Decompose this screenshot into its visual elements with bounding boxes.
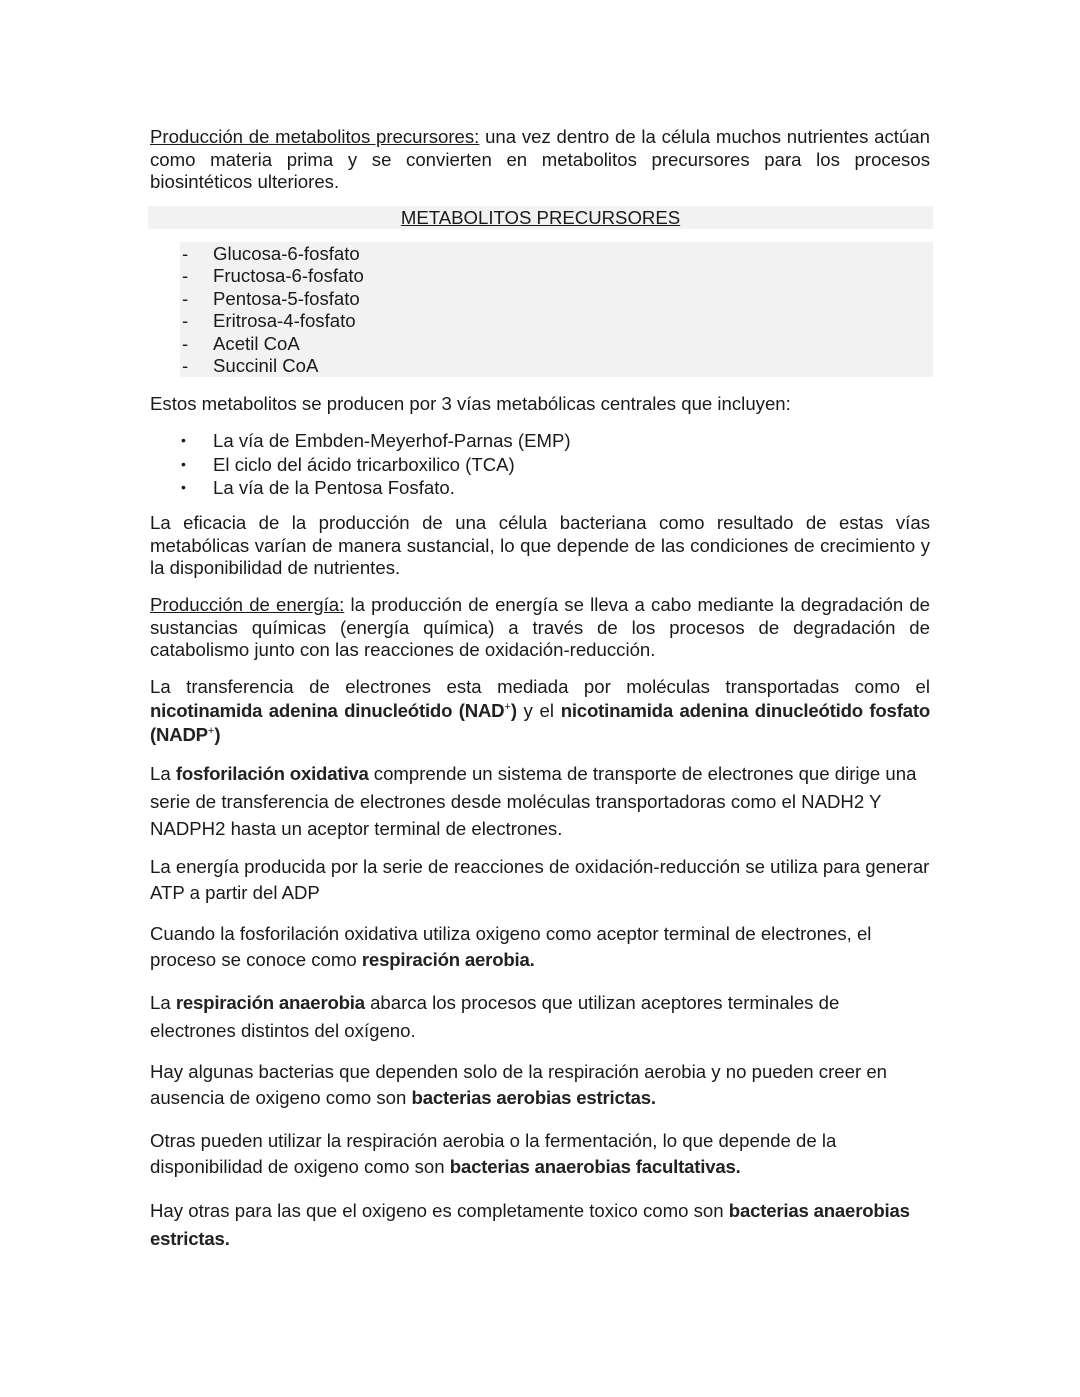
paragraph-fosforilacion [150,760,930,843]
via-label: La vía de la Pentosa Fosfato. [213,477,455,498]
dash-marker: - [182,287,189,309]
dash-marker: - [182,355,189,377]
text-run: La [150,992,176,1013]
bold-term: bacterias aerobias estrictas. [411,1087,656,1108]
text-run: Cuando la fosforilación oxidativa utiliza oxigeno como aceptor terminal de electrones, el proceso se conoce como [150,923,872,970]
text-run: La eficacia de la producción de una célula bacteriana como resultado de estas vías metabólicas varían de manera sustancial, lo que depende de las condiciones de crecimiento y la disponibilidad de nutrientes. [150,512,930,579]
bold-term: ) [214,723,221,745]
text-run: Hay otras para las que el oxigeno es completamente toxico como son [150,1200,729,1221]
metabolito-label: Pentosa-5-fosfato [213,287,360,309]
dash-marker: - [182,265,189,287]
metabolito-label: Succinil CoA [213,355,319,377]
text-run: Estos metabolitos se producen por 3 vías metabólicas centrales que incluyen: [150,393,791,414]
bold-term: fosforilación oxidativa [175,763,369,784]
via-label: El ciclo del ácido tricarboxilico (TCA) [213,453,515,475]
list-item [150,453,930,477]
text-run: abarca los procesos que utilizan aceptores terminales de electrones distintos del oxígeno. [150,992,840,1041]
dash-marker: - [182,310,189,332]
superscript: + [504,700,511,713]
paragraph-eficacia [150,512,930,580]
bold-term: nicotinamida adenina dinucleótido fosfato (NADP [150,699,930,745]
paragraph-aerobias-estrictas [150,1059,930,1111]
paragraph-metabolitos-precursores [150,126,930,194]
dash-marker: - [182,243,189,264]
metabolito-label: Fructosa-6-fosfato [213,265,364,287]
vias-list [150,429,930,500]
table-heading-band [148,206,933,229]
list-item [180,243,933,265]
text-run: Otras pueden utilizar la respiración aerobia o la fermentación, lo que depende de la disponibilidad de oxigeno como son [150,1130,837,1177]
paragraph-transferencia [150,675,930,746]
list-item [180,265,933,287]
metabolitos-list [180,242,933,377]
section-title: Producción de energía: [150,594,345,615]
text-run: La transferencia de electrones esta mediada por moléculas transportadas como el [150,676,930,697]
text-run: Hay algunas bacterias que dependen solo de la respiración aerobia y no pueden creer en ausencia de oxigeno como son [150,1061,888,1108]
section-title: Producción de metabolitos precursores: [150,126,480,147]
bold-term: nicotinamida adenina dinucleótido (NAD [150,699,505,721]
via-label: La vía de Embden-Meyerhof-Parnas (EMP) [213,430,571,451]
list-item [180,288,933,310]
list-item [180,310,933,332]
bold-term: ) [510,699,517,721]
bullet-icon: • [181,432,186,448]
bold-term: respiración aerobia. [361,949,535,970]
metabolito-label: Acetil CoA [213,332,300,354]
list-item [180,333,933,355]
paragraph-anaerobias-estrictas [150,1197,930,1253]
bold-term: respiración anaerobia [175,992,365,1013]
bullet-icon: • [181,479,186,495]
metabolitos-list-box [180,242,933,377]
text-run: la producción de energía se lleva a cabo mediante la degradación de sustancias químicas (energía química) a través de los procesos de degradación de catabolismo junto con las reacciones de oxidación-reducción. [150,594,931,661]
list-item [150,476,930,500]
bullet-icon: • [181,455,186,472]
list-item [180,355,933,377]
text-run: La energía producida por la serie de reacciones de oxidación-reducción se utiliza para generar ATP a partir del ADP [150,856,930,903]
bold-term: bacterias anaerobias facultativas. [449,1156,741,1177]
bold-term: bacterias anaerobias estrictas. [150,1200,910,1249]
paragraph-respiracion-anaerobia [150,989,930,1045]
metabolito-label: Eritrosa-4-fosfato [213,310,356,332]
paragraph-respiracion-aerobia [150,921,930,973]
paragraph-vias-intro [150,393,930,416]
text-run: y el [516,699,561,721]
text-run: una vez dentro de la célula muchos nutrientes actúan como materia prima y se convierten en metabolitos precursores para los procesos biosintéticos ulteriores. [150,126,930,193]
paragraph-produccion-energia [150,594,930,662]
metabolitos-heading: METABOLITOS PRECURSORES [400,207,681,228]
text-run: La [150,763,176,784]
text-run: comprende un sistema de transporte de electrones que dirige una serie de transferencia de electrones desde moléculas transportadoras como el NADH2 Y NADPH2 hasta un aceptor terminal de electrones. [150,763,917,839]
metabolito-label: Glucosa-6-fosfato [213,243,360,264]
superscript: + [207,724,215,737]
paragraph-anaerobias-facultativas [150,1128,930,1180]
list-item [150,429,930,453]
paragraph-atp [150,854,930,906]
dash-marker: - [182,332,189,354]
